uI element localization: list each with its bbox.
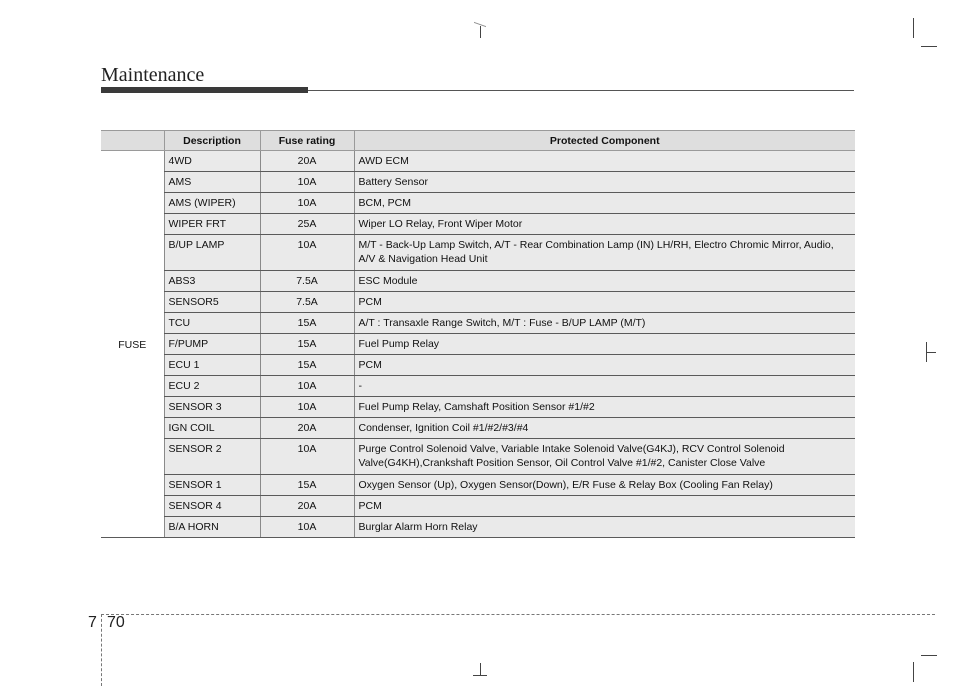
fuse-description: SENSOR 3: [164, 397, 260, 418]
fuse-rating: 10A: [260, 235, 354, 271]
fuse-description: ECU 2: [164, 376, 260, 397]
protected-component: Wiper LO Relay, Front Wiper Motor: [354, 214, 855, 235]
fuse-description: AMS: [164, 172, 260, 193]
fuse-rating: 15A: [260, 475, 354, 496]
protected-component: Fuel Pump Relay: [354, 334, 855, 355]
fuse-rating: 10A: [260, 376, 354, 397]
table-row: [101, 292, 855, 313]
protected-component: AWD ECM: [354, 151, 855, 172]
table-row: [101, 313, 855, 334]
crop-mark-top-right: [913, 18, 914, 38]
fuse-rating: 25A: [260, 214, 354, 235]
fuse-rating: 20A: [260, 418, 354, 439]
table-header-row: [101, 131, 855, 151]
protected-component: Battery Sensor: [354, 172, 855, 193]
table-row: [101, 517, 855, 538]
header-rule-thin: [308, 90, 854, 91]
table-row: [101, 496, 855, 517]
footer-dashed-divider: [101, 614, 102, 686]
fuse-description: SENSOR 4: [164, 496, 260, 517]
protected-component: Burglar Alarm Horn Relay: [354, 517, 855, 538]
fuse-rating: 10A: [260, 439, 354, 475]
fuse-rating: 15A: [260, 355, 354, 376]
fuse-description: SENSOR 2: [164, 439, 260, 475]
protected-component: -: [354, 376, 855, 397]
header-description: Description: [164, 131, 260, 151]
header-protected-component: Protected Component: [354, 131, 855, 151]
protected-component: PCM: [354, 292, 855, 313]
fuse-rating: 15A: [260, 334, 354, 355]
footer-dashed-rule: [101, 614, 935, 615]
fuse-description: ECU 1: [164, 355, 260, 376]
table-row: [101, 439, 855, 475]
header-blank: [101, 131, 164, 151]
protected-component: BCM, PCM: [354, 193, 855, 214]
fuse-description: IGN COIL: [164, 418, 260, 439]
protected-component: PCM: [354, 496, 855, 517]
chapter-number: 7: [88, 614, 97, 631]
protected-component: Oxygen Sensor (Up), Oxygen Sensor(Down), E/R Fuse & Relay Box (Cooling Fan Relay): [354, 475, 855, 496]
protected-component: ESC Module: [354, 271, 855, 292]
fuse-rating: 20A: [260, 496, 354, 517]
protected-component: Condenser, Ignition Coil #1/#2/#3/#4: [354, 418, 855, 439]
fuse-rating: 7.5A: [260, 292, 354, 313]
table-row: [101, 193, 855, 214]
fuse-description: WIPER FRT: [164, 214, 260, 235]
table-row: [101, 235, 855, 271]
fuse-description: ABS3: [164, 271, 260, 292]
table-row: [101, 172, 855, 193]
fuse-rating: 10A: [260, 517, 354, 538]
protected-component: A/T : Transaxle Range Switch, M/T : Fuse - B/UP LAMP (M/T): [354, 313, 855, 334]
section-title: Maintenance: [101, 64, 205, 86]
crop-mark-bottom-right-v: [913, 662, 914, 682]
crop-mark-bottom-center-h: [473, 675, 487, 676]
protected-component: Purge Control Solenoid Valve, Variable Intake Solenoid Valve(G4KJ), RCV Control Solenoid Valve(G4KH),Crankshaft Position Sensor, Oil Control Valve #1/#2, Canister Close Valve: [354, 439, 855, 475]
fuse-rating: 20A: [260, 151, 354, 172]
protected-component: M/T - Back-Up Lamp Switch, A/T - Rear Combination Lamp (IN) LH/RH, Electro Chromic Mirror, Audio, A/V & Navigation Head Unit: [354, 235, 855, 271]
fuse-group-label: FUSE: [101, 151, 164, 538]
crop-mark-right-center-h: [926, 352, 936, 353]
protected-component: PCM: [354, 355, 855, 376]
crop-mark-top-center: [480, 26, 481, 38]
table-row: [101, 376, 855, 397]
page-number-value: 70: [107, 614, 125, 631]
fuse-rating: 15A: [260, 313, 354, 334]
fuse-table: [101, 130, 855, 538]
table-row: [101, 334, 855, 355]
fuse-description: SENSOR 1: [164, 475, 260, 496]
crop-mark-bottom-right: [921, 655, 937, 656]
fuse-description: TCU: [164, 313, 260, 334]
header-fuse-rating: Fuse rating: [260, 131, 354, 151]
fuse-description: F/PUMP: [164, 334, 260, 355]
table-row: [101, 355, 855, 376]
table-row: [101, 151, 855, 172]
fuse-description: 4WD: [164, 151, 260, 172]
table-row: [101, 214, 855, 235]
crop-mark-top-right-h: [921, 46, 937, 47]
table-row: [101, 475, 855, 496]
fuse-rating: 10A: [260, 397, 354, 418]
header-rule-thick: [101, 87, 308, 93]
crop-mark-bottom-center: [480, 663, 481, 675]
fuse-description: B/UP LAMP: [164, 235, 260, 271]
fuse-rating: 10A: [260, 193, 354, 214]
table-row: [101, 397, 855, 418]
table-row: [101, 418, 855, 439]
fuse-description: SENSOR5: [164, 292, 260, 313]
fuse-rating: 7.5A: [260, 271, 354, 292]
fuse-description: B/A HORN: [164, 517, 260, 538]
fuse-description: AMS (WIPER): [164, 193, 260, 214]
protected-component: Fuel Pump Relay, Camshaft Position Sensor #1/#2: [354, 397, 855, 418]
table-row: [101, 271, 855, 292]
fuse-rating: 10A: [260, 172, 354, 193]
